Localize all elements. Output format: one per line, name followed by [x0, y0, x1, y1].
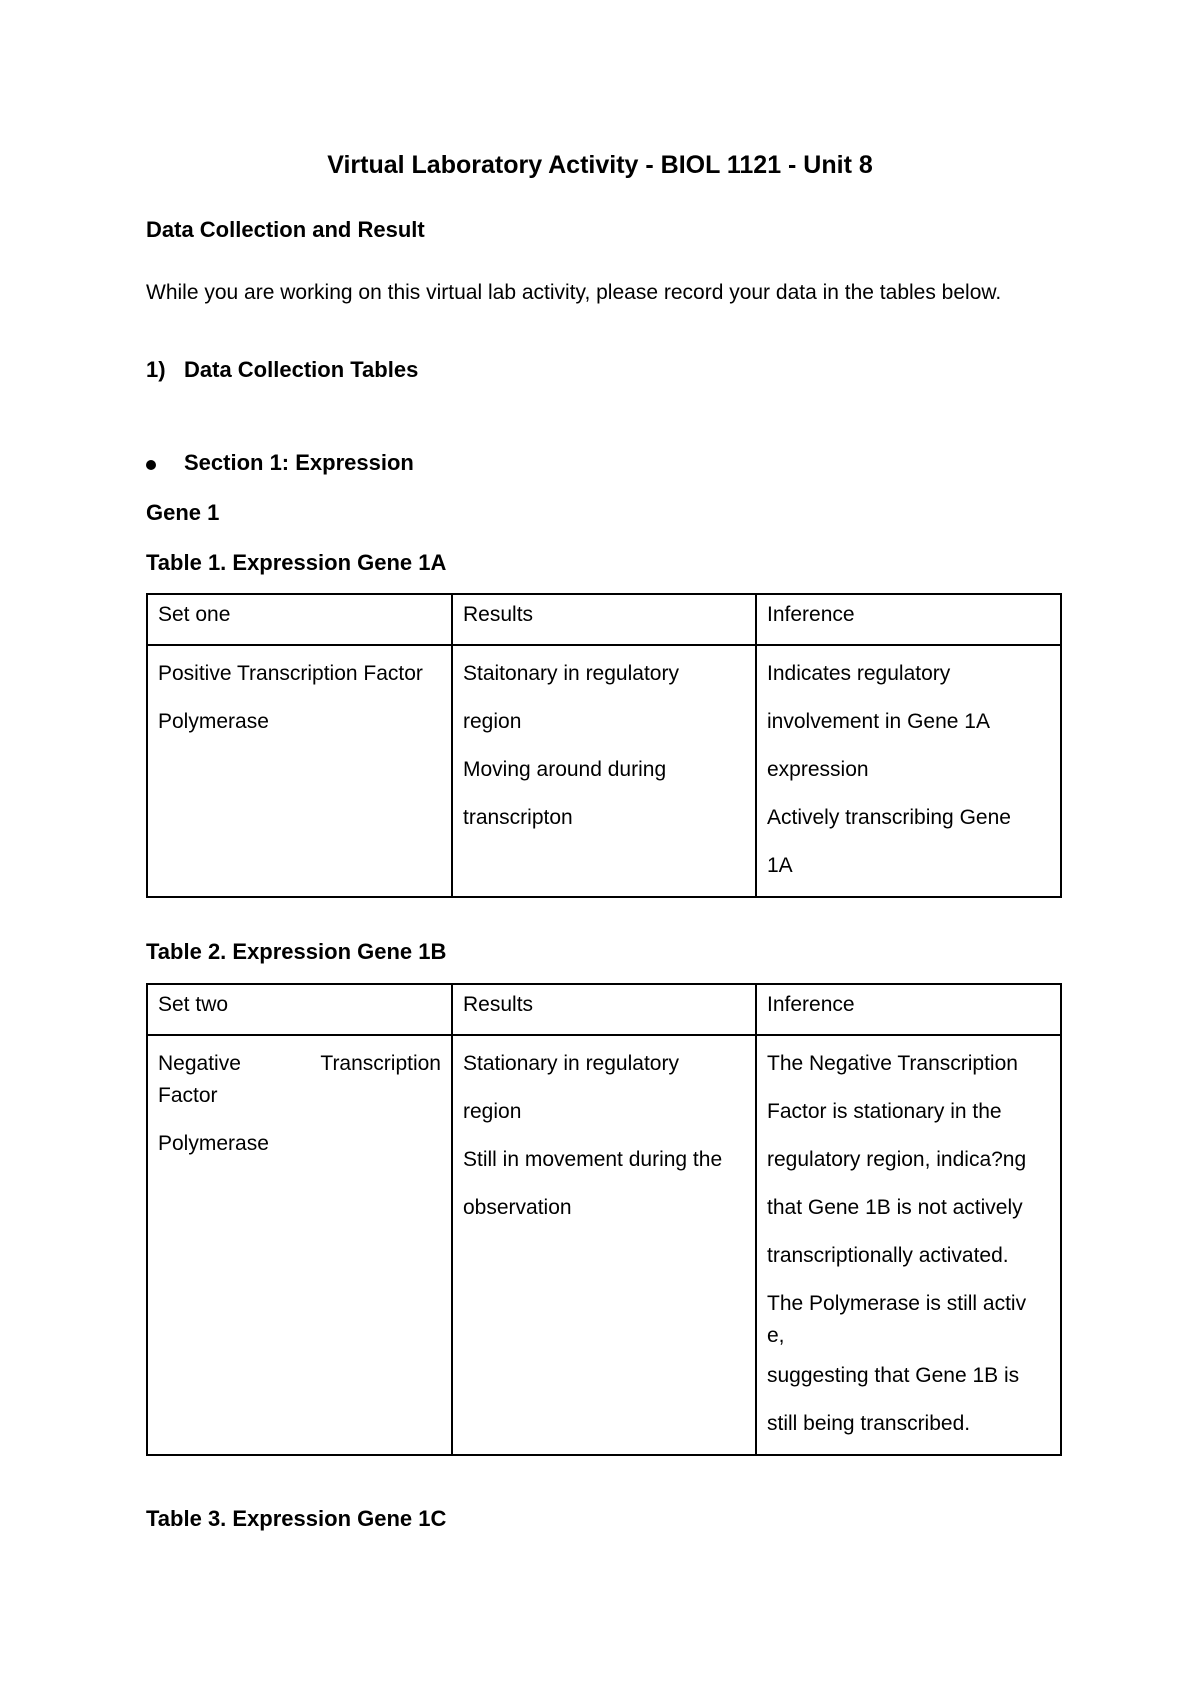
cell-line: e,	[767, 1324, 785, 1347]
cell-line: Staitonary in regulatory	[463, 662, 679, 685]
cell-line: transcriptionally activated.	[767, 1244, 1009, 1267]
table-row	[147, 645, 1061, 897]
cell-line: involvement in Gene 1A	[767, 710, 990, 733]
section-heading: Section 1: Expression	[184, 450, 414, 475]
cell-line: Actively transcribing Gene	[767, 806, 1011, 829]
cell-line: Factor is stationary in the	[767, 1100, 1002, 1123]
cell-line: still being transcribed.	[767, 1412, 971, 1435]
table-cell-set	[147, 1035, 452, 1455]
cell-line: 1A	[767, 854, 793, 877]
table-header-cell: Set two	[147, 984, 452, 1035]
document-title: Virtual Laboratory Activity - BIOL 1121 - Unit 8	[327, 151, 873, 179]
cell-line: Polymerase	[158, 1132, 269, 1155]
table-cell-inference	[756, 1035, 1061, 1455]
cell-line: The Negative Transcription	[767, 1052, 1018, 1075]
table-header-row	[147, 984, 1061, 1035]
cell-line: transcripton	[463, 806, 573, 829]
cell-line: Stationary in regulatory	[463, 1052, 679, 1075]
table-header-cell: Results	[452, 594, 756, 645]
intro-paragraph: While you are working on this virtual lab activity, please record your data in the tables below.	[146, 281, 1002, 304]
table-header-cell: Inference	[756, 594, 1061, 645]
table-cell-results	[452, 1035, 756, 1455]
table-cell-inference	[756, 645, 1061, 897]
section-subtitle: Data Collection and Result	[146, 217, 425, 242]
bullet-icon	[146, 460, 156, 470]
cell-word: Transcription	[320, 1052, 441, 1075]
table1-caption: Table 1. Expression Gene 1A	[146, 550, 447, 575]
table3-caption: Table 3. Expression Gene 1C	[146, 1506, 447, 1531]
table2-caption: Table 2. Expression Gene 1B	[146, 939, 447, 964]
table-header-cell: Results	[452, 984, 756, 1035]
table-cell-results	[452, 645, 756, 897]
table-header-cell: Inference	[756, 984, 1061, 1035]
table-row	[147, 1035, 1061, 1455]
cell-line: suggesting that Gene 1B is	[767, 1364, 1020, 1387]
cell-line: Indicates regulatory	[767, 662, 951, 685]
cell-line: Moving around during	[463, 758, 667, 781]
table-cell-set	[147, 645, 452, 897]
cell-line: region	[463, 1100, 522, 1123]
cell-line: expression	[767, 758, 869, 781]
cell-line: Factor	[158, 1084, 218, 1107]
cell-line: that Gene 1B is not actively	[767, 1196, 1023, 1219]
cell-line: The Polymerase is still activ	[767, 1292, 1027, 1315]
cell-word: Negative	[158, 1052, 241, 1075]
list-heading: Data Collection Tables	[184, 357, 419, 382]
list-number: 1)	[146, 357, 166, 382]
cell-line: region	[463, 710, 522, 733]
cell-line: observation	[463, 1196, 572, 1219]
cell-line: Still in movement during the	[463, 1148, 723, 1171]
table-header-cell: Set one	[147, 594, 452, 645]
gene-heading: Gene 1	[146, 500, 220, 525]
table-header-row	[147, 594, 1061, 645]
cell-line: regulatory region, indica?ng	[767, 1148, 1027, 1171]
table1	[146, 593, 1062, 898]
cell-line: Polymerase	[158, 710, 269, 733]
table2	[146, 983, 1062, 1456]
cell-line-justified	[158, 1048, 441, 1080]
cell-line: Positive Transcription Factor	[158, 662, 423, 685]
